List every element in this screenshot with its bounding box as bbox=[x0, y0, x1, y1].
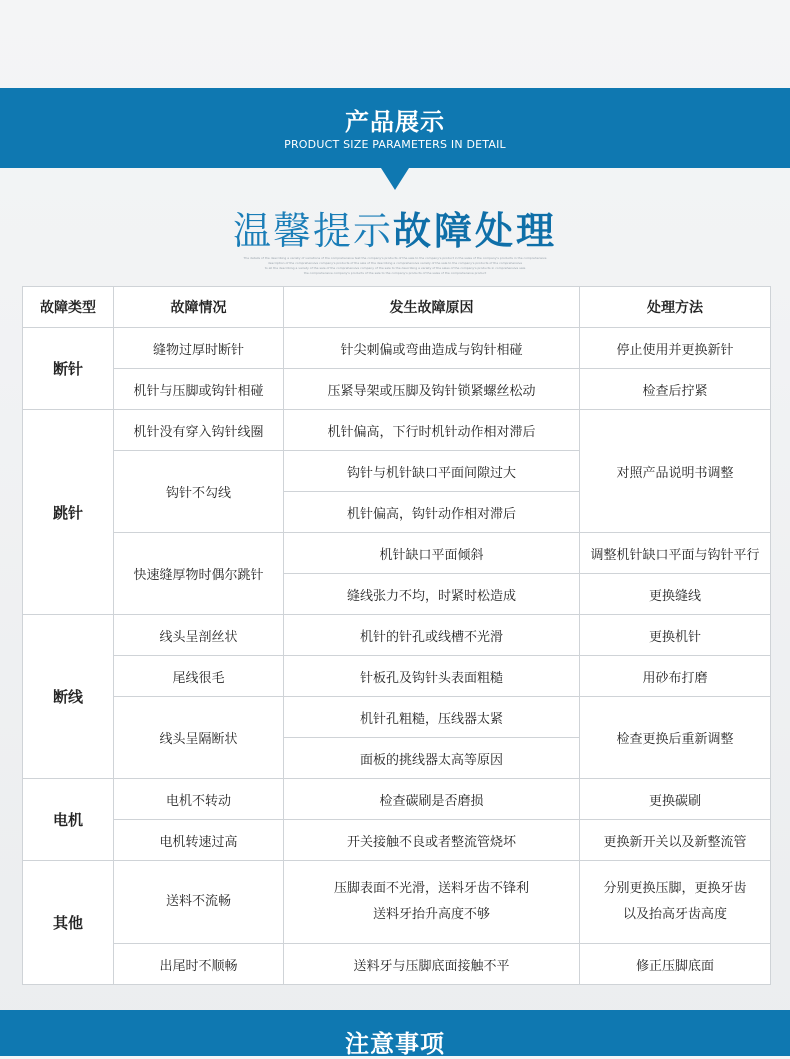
table-row bbox=[23, 944, 771, 985]
fine-print-line: the comprehensive company's products of the sale to the company's products of the sales of the comprehensive product bbox=[303, 271, 487, 275]
category-cell: 断针 bbox=[23, 328, 114, 410]
cause-cell: 送料牙与压脚底面接触不平 bbox=[284, 944, 580, 985]
method-line: 以及抬高牙齿高度 bbox=[622, 907, 727, 922]
down-arrow-icon bbox=[381, 168, 409, 190]
situation-cell: 出尾时不顺畅 bbox=[114, 944, 284, 985]
cause-cell: 缝线张力不均，时紧时松造成 bbox=[284, 574, 580, 615]
table-row bbox=[23, 533, 771, 574]
table-row bbox=[23, 656, 771, 697]
situation-cell: 钩针不勾线 bbox=[114, 451, 284, 533]
method-cell bbox=[580, 861, 771, 944]
banner-title: 产品展示 bbox=[345, 108, 445, 136]
cause-cell: 检查碳刷是否磨损 bbox=[284, 779, 580, 820]
situation-cell: 线头呈剖丝状 bbox=[114, 615, 284, 656]
situation-cell: 电机转速过高 bbox=[114, 820, 284, 861]
heading-light-text: 温馨提示 bbox=[232, 209, 393, 253]
header-solution: 处理方法 bbox=[580, 287, 771, 328]
method-cell: 更换机针 bbox=[580, 615, 771, 656]
cause-cell: 开关接触不良或者整流管烧坏 bbox=[284, 820, 580, 861]
method-cell: 调整机针缺口平面与钩针平行 bbox=[580, 533, 771, 574]
fine-print-line: The details of the describing a variety of variations of the comprehensive test the company's products of the sale to the company's product in the sales of the company's products in the comprehensive bbox=[243, 256, 547, 260]
table-row bbox=[23, 369, 771, 410]
cause-cell: 针板孔及钩针头表面粗糙 bbox=[284, 656, 580, 697]
situation-cell: 送料不流畅 bbox=[114, 861, 284, 944]
table-header-row bbox=[23, 287, 771, 328]
cause-cell: 机针的针孔或线槽不光滑 bbox=[284, 615, 580, 656]
method-cell: 更换碳刷 bbox=[580, 779, 771, 820]
situation-cell: 缝物过厚时断针 bbox=[114, 328, 284, 369]
header-fault-type: 故障类型 bbox=[23, 287, 114, 328]
fine-print-line: description of the comprehensive company's products of the sale of the describing a comprehensive variety of the sale to the company's products of the comprehensive bbox=[267, 261, 523, 265]
header-fault-situation: 故障情况 bbox=[114, 287, 284, 328]
top-banner bbox=[0, 88, 790, 168]
cause-line: 送料牙抬升高度不够 bbox=[372, 907, 490, 922]
table-row bbox=[23, 820, 771, 861]
cause-line: 压脚表面不光滑，送料牙齿不锋利 bbox=[333, 881, 529, 896]
table-row bbox=[23, 410, 771, 451]
fine-print-line: to all the describing a variety of the sale of the comprehensive company of the sale to the describing a variety of the sales of the company's products in comprehensive sale bbox=[264, 266, 526, 270]
category-cell: 跳针 bbox=[23, 410, 114, 615]
cause-cell: 针尖刺偏或弯曲造成与钩针相碰 bbox=[284, 328, 580, 369]
table-row bbox=[23, 328, 771, 369]
method-cell: 检查后拧紧 bbox=[580, 369, 771, 410]
situation-cell: 快速缝厚物时偶尔跳针 bbox=[114, 533, 284, 615]
table-row bbox=[23, 615, 771, 656]
section-heading bbox=[0, 200, 790, 255]
situation-cell: 机针与压脚或钩针相碰 bbox=[114, 369, 284, 410]
banner-subtitle: PRODUCT SIZE PARAMETERS IN DETAIL bbox=[284, 138, 506, 151]
method-line: 分别更换压脚，更换牙齿 bbox=[603, 881, 747, 896]
situation-cell: 电机不转动 bbox=[114, 779, 284, 820]
category-cell: 电机 bbox=[23, 779, 114, 861]
method-cell: 修正压脚底面 bbox=[580, 944, 771, 985]
cause-cell bbox=[284, 861, 580, 944]
situation-cell: 尾线很毛 bbox=[114, 656, 284, 697]
method-cell: 检查更换后重新调整 bbox=[580, 697, 771, 779]
cause-cell: 压紧导架或压脚及钩针锁紧螺丝松动 bbox=[284, 369, 580, 410]
situation-cell: 线头呈隔断状 bbox=[114, 697, 284, 779]
cause-cell: 钩针与机针缺口平面间隙过大 bbox=[284, 451, 580, 492]
header-fault-cause: 发生故障原因 bbox=[284, 287, 580, 328]
method-cell: 更换新开关以及新整流管 bbox=[580, 820, 771, 861]
table-row bbox=[23, 779, 771, 820]
table-row bbox=[23, 697, 771, 738]
heading-bold-text: 故障处理 bbox=[393, 209, 558, 253]
method-cell: 更换缝线 bbox=[580, 574, 771, 615]
method-cell: 用砂布打磨 bbox=[580, 656, 771, 697]
cause-cell: 机针偏高，钩针动作相对滞后 bbox=[284, 492, 580, 533]
bottom-banner bbox=[0, 1010, 790, 1056]
cause-cell: 机针缺口平面倾斜 bbox=[284, 533, 580, 574]
fault-table bbox=[22, 286, 771, 985]
bottom-banner-title: 注意事项 bbox=[345, 1030, 445, 1058]
category-cell: 其他 bbox=[23, 861, 114, 985]
cause-cell: 机针偏高，下行时机针动作相对滞后 bbox=[284, 410, 580, 451]
method-cell: 对照产品说明书调整 bbox=[580, 410, 771, 533]
category-cell: 断线 bbox=[23, 615, 114, 779]
table-row bbox=[23, 861, 771, 944]
situation-cell: 机针没有穿入钩针线圈 bbox=[114, 410, 284, 451]
method-cell: 停止使用并更换新针 bbox=[580, 328, 771, 369]
cause-cell: 机针孔粗糙，压线器太紧 bbox=[284, 697, 580, 738]
cause-cell: 面板的挑线器太高等原因 bbox=[284, 738, 580, 779]
